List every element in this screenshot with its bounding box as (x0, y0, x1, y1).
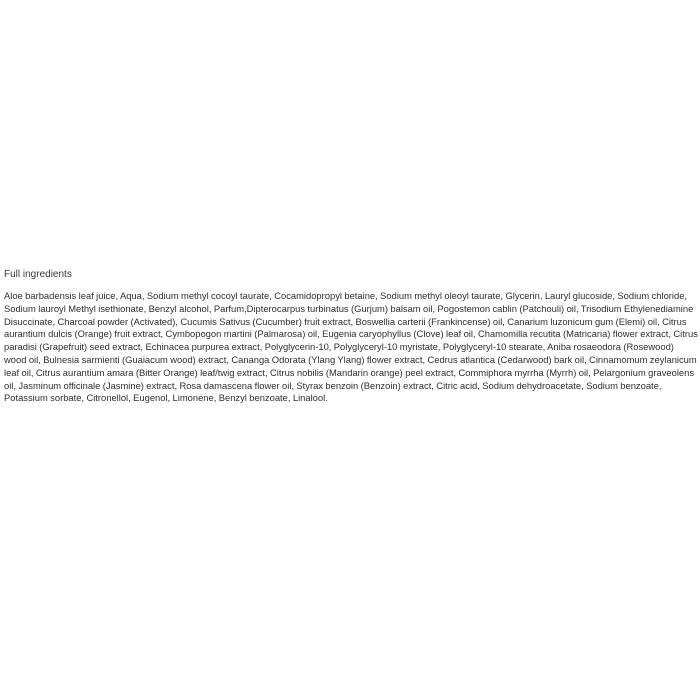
ingredients-section (4, 268, 698, 405)
ingredients-list: Aloe barbadensis leaf juice, Aqua, Sodium methyl cocoyl taurate, Cocamidopropyl betaine, Sodium methyl oleoyl taurate, Glycerin, Lauryl glucoside, Sodium chloride, Sodium lauroyl Methyl isethionate, Benzyl alcohol, Parfum,Dipterocarpus turbinatus (Gurjum) balsam oil, Pogostemon cablin (Patchouli) oil, Trisodium Ethylenediamine Disuccinate, Charcoal powder (Activated), Cucumis Sativus (Cucumber) fruit extract, Boswellia carterii (Frankincense) oil, Canarium luzonicum gum (Elemi) oil, Citrus aurantium dulcis (Orange) fruit extract, Cymbopogon martini (Palmarosa) oil, Eugenia caryophyllus (Clove) leaf oil, Chamomilla recutita (Matricaria) flower extract, Citrus paradisi (Grapefruit) seed extract, Echinacea purpurea extract, Polyglycerin-10, Polyglyceryl-10 myristate, Polyglyceryl-10 stearate, Aniba rosaeodora (Rosewood) wood oil, Bulnesia sarmienti (Guaiacum wood) extract, Cananga Odorata (Ylang Ylang) flower extract, Cedrus atlantica (Cedarwood) bark oil, Cinnamomum zeylanicum leaf oil, Citrus aurantium amara (Bitter Orange) leaf/twig extract, Citrus nobilis (Mandarin orange) peel extract, Commiphora myrrha (Myrrh) oil, Pelargonium graveolens oil, Jasminum officinale (Jasmine) extract, Rosa damascena flower oil, Styrax benzoin (Benzoin) extract, Citric acid, Sodium dehydroacetate, Sodium benzoate, Potassium sorbate, Citronellol, Eugenol, Limonene, Benzyl benzoate, Linalool. (4, 290, 698, 404)
section-heading: Full ingredients (4, 269, 72, 280)
